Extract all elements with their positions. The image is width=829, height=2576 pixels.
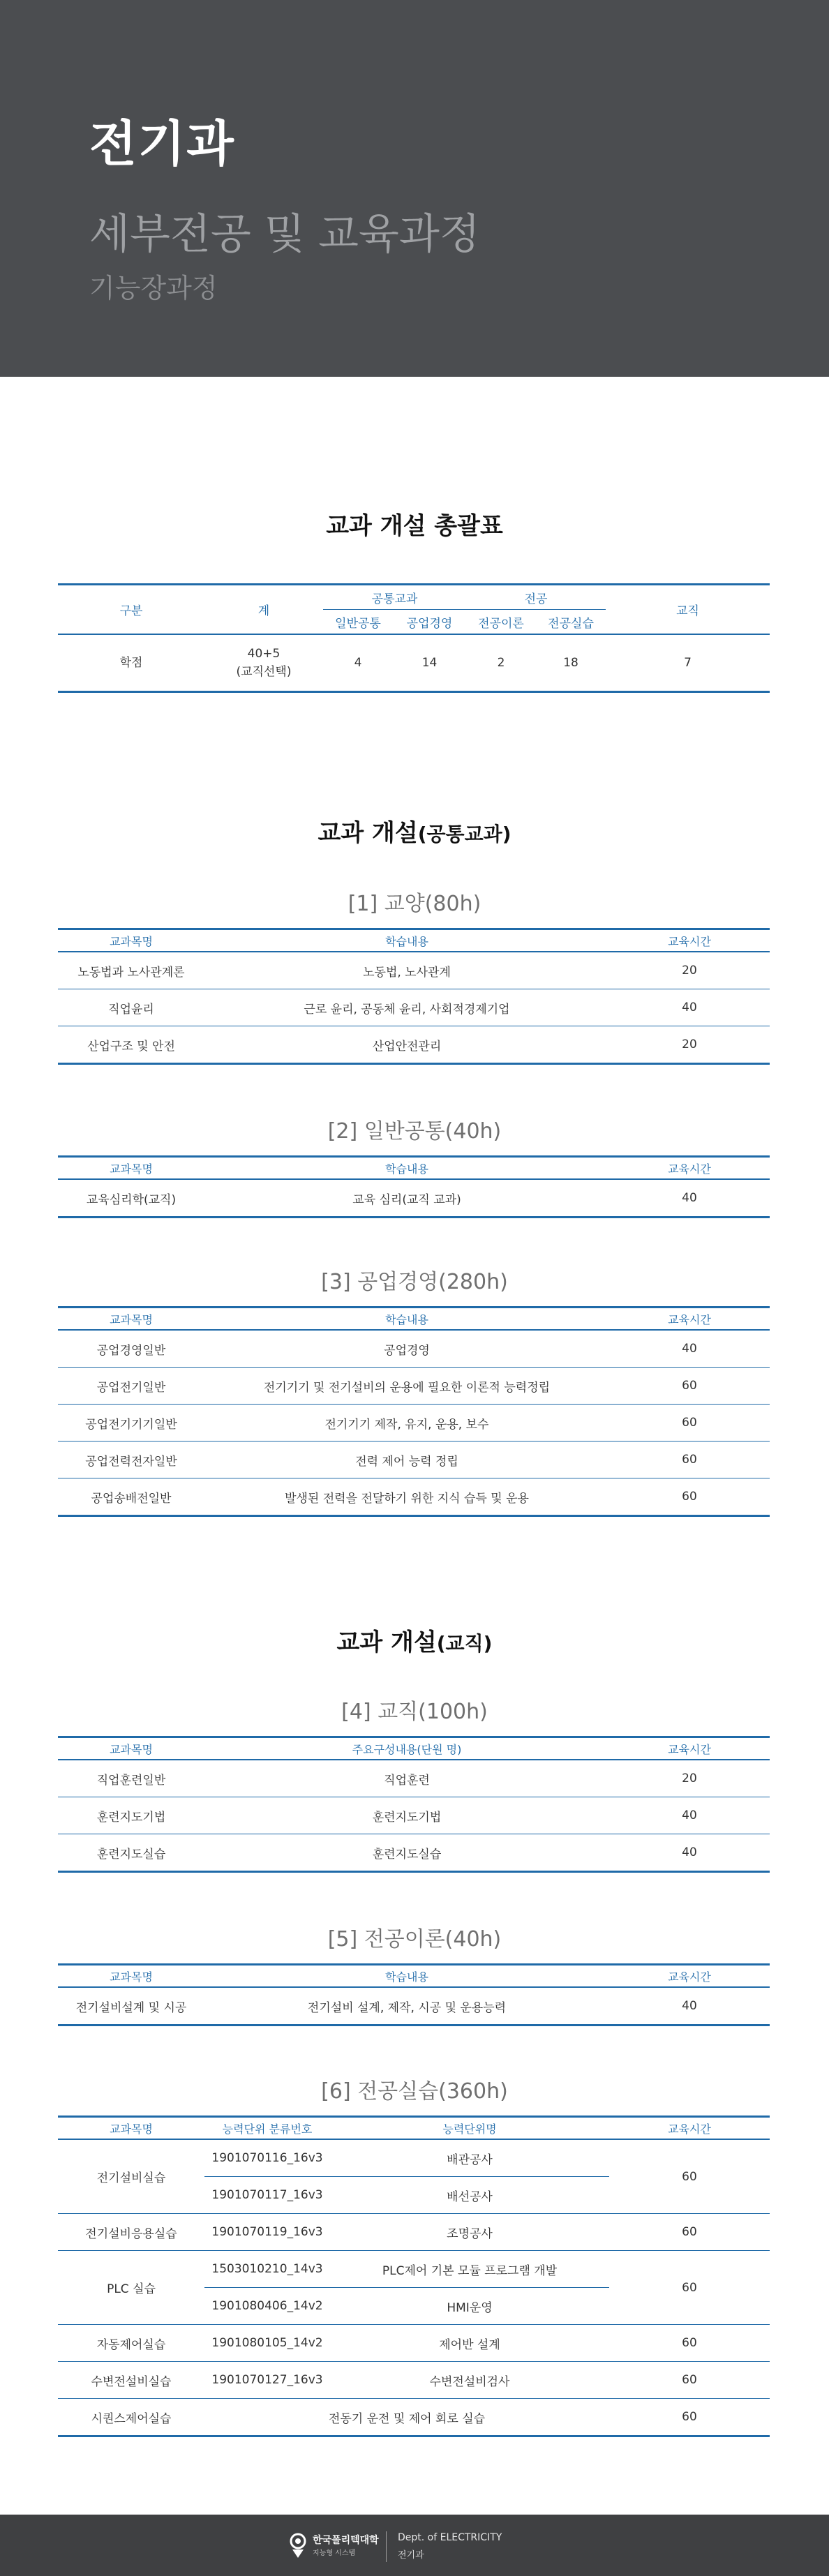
table-row xyxy=(58,1834,770,1872)
col-hours: 교육시간 xyxy=(609,2117,770,2140)
footer-divider xyxy=(386,2531,387,2562)
teaching-section-title-suffix: (교직) xyxy=(436,1632,493,1655)
subject-cell: 공업송배전일반 xyxy=(91,1491,172,1506)
unit-name-cell: 조명공사 xyxy=(330,2214,609,2251)
hours-cell: 40 xyxy=(609,989,770,1026)
table-row xyxy=(58,1797,770,1834)
table-row xyxy=(58,634,770,692)
hours-cell: 60 xyxy=(609,1441,770,1478)
hours-cell: 60 xyxy=(609,1405,770,1441)
summary-major-theory: 2 xyxy=(497,656,505,670)
table-row xyxy=(58,1179,770,1218)
section-2-table xyxy=(58,1155,770,1218)
content-cell: 전기설비 설계, 제작, 시공 및 운용능력 xyxy=(307,2000,507,2015)
teaching-section-title-main: 교과 개설 xyxy=(336,1628,437,1656)
hours-cell: 60 xyxy=(609,1368,770,1405)
col-hours: 교육시간 xyxy=(609,1308,770,1331)
hours-cell: 60 xyxy=(609,2251,770,2325)
table-row xyxy=(58,1478,770,1516)
table-row xyxy=(58,1760,770,1797)
col-hours: 교육시간 xyxy=(609,1965,770,1988)
col-subject: 교과목명 xyxy=(58,2117,204,2140)
common-section-title xyxy=(0,814,829,848)
col-subject: 교과목명 xyxy=(58,1308,204,1331)
hours-cell: 40 xyxy=(682,1191,697,1205)
summary-header-common: 공통교과 xyxy=(323,585,466,610)
content-cell: 발생된 전력을 전달하기 위한 지식 습득 및 운용 xyxy=(285,1491,529,1506)
summary-header-category: 구분 xyxy=(58,585,204,635)
unit-name-cell: HMI운영 xyxy=(330,2288,609,2325)
col-subject: 교과목명 xyxy=(58,929,204,952)
col-content: 학습내용 xyxy=(204,1308,609,1331)
table-row xyxy=(58,2325,770,2362)
col-subject: 교과목명 xyxy=(58,1157,204,1180)
hours-cell: 20 xyxy=(609,952,770,989)
unit-code-cell: 1901070127_16v3 xyxy=(204,2362,330,2399)
content-cell: 훈련지도실습 xyxy=(372,1847,442,1862)
section-3-table xyxy=(58,1306,770,1517)
col-subject: 교과목명 xyxy=(58,1965,204,1988)
subject-cell: 직업윤리 xyxy=(58,989,204,1026)
table-row xyxy=(58,2399,770,2436)
subject-cell: 산업구조 및 안전 xyxy=(87,1039,175,1054)
hours-cell: 40 xyxy=(682,1999,697,2013)
summary-teaching: 7 xyxy=(684,656,692,670)
section-2-title: [2] 일반공통(40h) xyxy=(327,1119,502,1144)
table-row xyxy=(58,1026,770,1064)
section-1-title: [1] 교양(80h) xyxy=(348,892,481,916)
col-content: 학습내용 xyxy=(204,929,609,952)
hours-cell: 20 xyxy=(609,1760,770,1797)
content-cell: 전동기 운전 및 제어 회로 실습 xyxy=(328,2411,486,2426)
common-section-title-main: 교과 개설 xyxy=(318,819,418,847)
content-cell: 공업경영 xyxy=(204,1330,609,1368)
col-main-content: 주요구성내용(단원 명) xyxy=(204,1737,609,1760)
summary-header-engineering-mgmt: 공업경영 xyxy=(393,610,466,635)
footer xyxy=(0,2515,829,2576)
section-6-table xyxy=(58,2116,770,2437)
col-hours: 교육시간 xyxy=(609,1157,770,1180)
summary-engineering-mgmt: 14 xyxy=(421,656,438,670)
table-row xyxy=(58,1987,770,2025)
col-hours: 교육시간 xyxy=(609,929,770,952)
hours-cell: 40 xyxy=(609,1330,770,1368)
school-logo-icon xyxy=(286,2531,310,2559)
unit-name-cell: PLC제어 기본 모듈 프로그램 개발 xyxy=(330,2251,609,2288)
subject-cell: PLC 실습 xyxy=(58,2251,204,2325)
subject-cell: 전기설비응용실습 xyxy=(58,2214,204,2251)
summary-major-practice: 18 xyxy=(563,656,578,670)
content-cell: 노동법, 노사관계 xyxy=(204,952,609,989)
unit-code-cell: 1503010210_14v3 xyxy=(204,2251,330,2288)
summary-header-total: 계 xyxy=(204,585,323,635)
campus-name: 지능형 시스템 xyxy=(313,2549,356,2557)
page-subtitle: 세부전공 및 교육과정 xyxy=(89,210,480,259)
summary-total-cell xyxy=(204,634,323,692)
summary-header-major-practice: 전공실습 xyxy=(536,610,606,635)
hours-cell: 60 xyxy=(682,2410,697,2424)
dept-name-ko: 전기과 xyxy=(398,2550,424,2561)
unit-name-cell: 배관공사 xyxy=(330,2139,609,2177)
summary-general-common: 4 xyxy=(354,656,362,670)
col-subject: 교과목명 xyxy=(58,1737,204,1760)
summary-table xyxy=(58,583,770,693)
subject-cell: 자동제어실습 xyxy=(58,2325,204,2362)
section-6-title: [6] 전공실습(360h) xyxy=(321,2079,508,2104)
subject-cell: 직업훈련일반 xyxy=(58,1760,204,1797)
table-row xyxy=(58,1405,770,1441)
unit-name-cell: 제어반 설계 xyxy=(330,2325,609,2362)
content-cell: 전력 제어 능력 정립 xyxy=(204,1441,609,1478)
section-4-title: [4] 교직(100h) xyxy=(341,1700,488,1724)
col-unit-code: 능력단위 분류번호 xyxy=(204,2117,330,2140)
col-content: 학습내용 xyxy=(204,1965,609,1988)
subject-cell: 시퀀스제어실습 xyxy=(91,2411,172,2426)
subject-cell: 공업전기일반 xyxy=(58,1368,204,1405)
table-row xyxy=(58,2214,770,2251)
summary-header-general-common: 일반공통 xyxy=(323,610,393,635)
summary-total: 40+5 xyxy=(247,647,281,661)
table-row xyxy=(58,2251,770,2288)
school-name: 한국폴리텍대학 xyxy=(313,2535,379,2546)
hours-cell: 60 xyxy=(609,2362,770,2399)
hours-cell: 60 xyxy=(682,1490,697,1504)
summary-total-note: (교직선택) xyxy=(236,665,292,679)
subject-cell: 전기설비실습 xyxy=(58,2139,204,2214)
hours-cell: 40 xyxy=(682,1845,697,1859)
summary-header-teaching: 교직 xyxy=(606,585,770,635)
table-row xyxy=(58,1441,770,1478)
summary-title: 교과 개설 총괄표 xyxy=(326,512,503,540)
unit-code-cell: 1901070117_16v3 xyxy=(204,2177,330,2214)
subject-cell: 공업전력전자일반 xyxy=(58,1441,204,1478)
page-title: 전기과 xyxy=(89,115,235,172)
common-section-title-suffix: (공통교과) xyxy=(417,823,511,846)
hours-cell: 20 xyxy=(682,1038,697,1051)
subject-cell: 공업경영일반 xyxy=(58,1330,204,1368)
table-row xyxy=(58,952,770,989)
section-5-title: [5] 전공이론(40h) xyxy=(327,1927,502,1952)
hours-cell: 40 xyxy=(609,1797,770,1834)
table-row xyxy=(58,2362,770,2399)
table-row xyxy=(58,1368,770,1405)
dept-name-en: Dept. of ELECTRICITY xyxy=(398,2532,502,2543)
teaching-section-title xyxy=(0,1623,829,1657)
unit-code-cell: 1901080406_14v2 xyxy=(204,2288,330,2325)
table-row xyxy=(58,1330,770,1368)
unit-code-cell: 1901080105_14v2 xyxy=(204,2325,330,2362)
table-row xyxy=(58,2139,770,2177)
unit-name-cell: 수변전설비검사 xyxy=(330,2362,609,2399)
subject-cell: 훈련지도기법 xyxy=(58,1797,204,1834)
summary-header-major: 전공 xyxy=(466,585,606,610)
section-1-table xyxy=(58,928,770,1065)
subject-cell: 교육심리학(교직) xyxy=(86,1192,177,1207)
hours-cell: 60 xyxy=(609,2139,770,2214)
subject-cell: 전기설비설계 및 시공 xyxy=(75,2000,187,2015)
col-unit-name: 능력단위명 xyxy=(330,2117,609,2140)
section-5-table xyxy=(58,1963,770,2026)
content-cell: 전기기기 제작, 유지, 운용, 보수 xyxy=(204,1405,609,1441)
hours-cell: 60 xyxy=(609,2214,770,2251)
content-cell: 산업안전관리 xyxy=(372,1039,442,1054)
table-row xyxy=(58,989,770,1026)
content-cell: 훈련지도기법 xyxy=(204,1797,609,1834)
unit-name-cell: 배선공사 xyxy=(330,2177,609,2214)
content-cell: 근로 윤리, 공동체 윤리, 사회적경제기업 xyxy=(204,989,609,1026)
subject-cell: 공업전기기기일반 xyxy=(58,1405,204,1441)
unit-code-cell: 1901070116_16v3 xyxy=(204,2139,330,2177)
summary-header-major-theory: 전공이론 xyxy=(466,610,536,635)
subject-cell: 수변전설비실습 xyxy=(58,2362,204,2399)
section-3-title: [3] 공업경영(280h) xyxy=(321,1270,508,1294)
content-cell: 전기기기 및 전기설비의 운용에 필요한 이론적 능력정립 xyxy=(204,1368,609,1405)
section-4-table xyxy=(58,1736,770,1873)
content-cell: 직업훈련 xyxy=(204,1760,609,1797)
summary-row-label: 학점 xyxy=(119,656,143,670)
col-hours: 교육시간 xyxy=(609,1737,770,1760)
course-name: 기능장과정 xyxy=(89,273,218,304)
subject-cell: 훈련지도실습 xyxy=(96,1847,166,1862)
content-cell: 교육 심리(교직 교과) xyxy=(352,1192,461,1207)
col-content: 학습내용 xyxy=(204,1157,609,1180)
unit-code-cell: 1901070119_16v3 xyxy=(204,2214,330,2251)
hours-cell: 60 xyxy=(609,2325,770,2362)
hero-banner xyxy=(0,0,829,377)
subject-cell: 노동법과 노사관계론 xyxy=(58,952,204,989)
